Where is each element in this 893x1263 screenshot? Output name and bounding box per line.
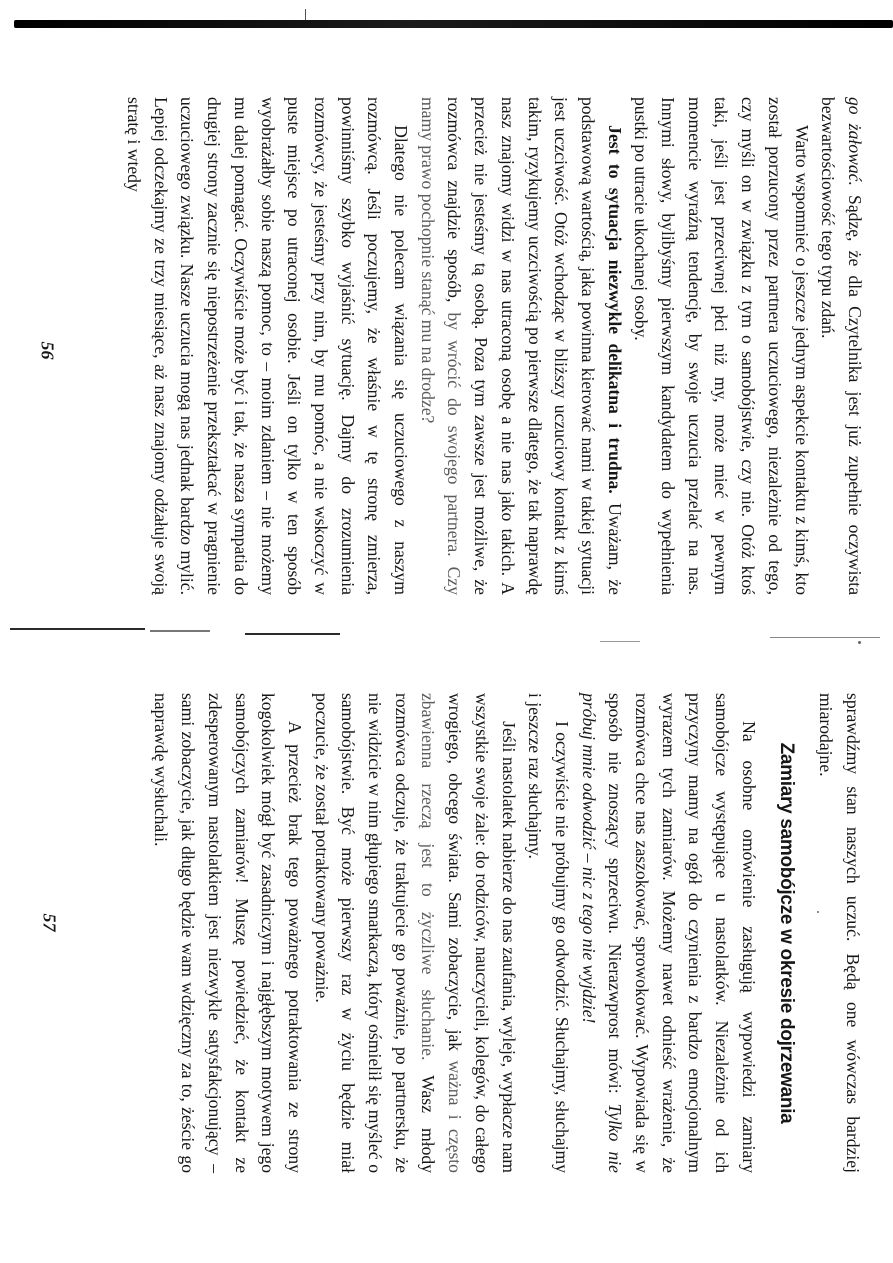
scan-gutter-line — [150, 630, 210, 632]
page-number: 56 — [37, 341, 58, 360]
paragraph: A przecież brak tego poważnego potraktowania ze strony kogokolwiek mógł być zasadniczym i najgłębszym motywem jego samobójczych zamiarów! Muszę powiedzieć, że kontakt ze zdesperowanym nastolatkiem jest niezwykle satysfakcjonujący – sami zobaczycie, jak długo będzie wam wdzięczny za to, żeście go naprawdę wysłuchali. — [151, 693, 305, 1173]
scan-top-edge — [14, 20, 893, 28]
scan-gutter-line — [600, 641, 640, 642]
italic-text: go żałować. — [845, 97, 865, 186]
paragraph — [308, 693, 522, 1173]
paragraph-text: Wasz młody rozmówca odczuje, że traktujecie go poważnie, po partnersku, że nie widzicie w nim głupiego smarkacza, który ośmielił się myśleć o samobójstwie. Być może pierwszy raz w życiu będzie miał poczucie, że został potraktowany poważnie. — [311, 693, 439, 1173]
paragraph-text: Jeśli nastolatek nabierze do nas zaufania, wyleje, wypłacze nam wszystkie swoje żale: do rodziców, nauczycieli, kolegów, do całego wrogiego, obcego świata. Sami zobaczycie, jak — [445, 693, 519, 1173]
faint-text: by wrócić do swojego partnera. Czy mamy prawo pochopnie stanąć mu na drodze? — [417, 97, 465, 595]
paragraph: I oczywiście nie próbujmy go odwodzić. Słuchajmy, słuchajmy i jeszcze raz słuchajmy. — [525, 693, 572, 1173]
scan-gutter-line — [770, 637, 880, 638]
paragraph: Dlatego nie polecam wiązania się uczuciowego z naszym rozmówcą. Jeśli poczujemy, że właśnie w tę stronę zmierza, powinniśmy szybko wyjaśnić sytuację. Dajmy do zrozumienia rozmówcy, że jesteśmy przy nim, by mu pomóc, a nie wskoczyć w puste miejsce po utraconej osobie. Jeśli on tylko w ten sposób wyobrażałby sobie naszą pomoc, to – moim zdaniem – nie możemy mu dalej pomagać. Oczywiście może być i tak, że nasza sympatia do drugiej strony zacznie się niepostrzeżenie przekształcać w pragnienie uczuciowego związku. Nasze uczucia mogą nas jednak bardzo mylić. Lepiej odczekajmy ze trzy miesiące, aż nasz znajomy odżałuje swoją stratę i wtedy — [124, 97, 412, 595]
paragraph-text: Uważam, że podstawową wartością, jaka powinna kierować nami w takiej sytuacji jest uczciwość. Otóż wchodząc w bliższy uczuciowy kontakt z kimś takim, ryzykujemy uczciwością po pierwsze dlatego, że tak naprawdę nasz znajomy widzi w nas utraconą osobę a nie nas jako takich. A przecież nie jesteśmy tą osobą. Poza tym zawsze jest możliwe, że rozmówca znajdzie sposób, — [444, 97, 625, 595]
scan-gutter-line — [10, 628, 145, 630]
paragraph-text: Na osobne omówienie zasługują wypowiedzi zamiary samobójcze występujące u nastolatków. Niezależnie od ich przyczyny mamy na ogół do czynienia z bardzo emocjonalnym wyrazem tych zamiarów. Możemy nawet odnieść wrażenie, że rozmówca chce nas zaszokować, sprowokować. Wypowiada się w sposób nie znoszący sprzeciwu. Nierazwprost mówi: — [605, 693, 759, 1173]
paragraph — [815, 97, 868, 595]
paragraph — [414, 97, 628, 595]
italic-text: Tylko nie próbuj mnie odwodzić – nic z tego nie wyjdzie! — [578, 693, 626, 1173]
paragraph — [575, 693, 762, 1173]
scan-gutter-line — [245, 633, 340, 635]
page-57-text — [148, 693, 866, 1173]
faint-text: ważna i często zbawienna rzeczą jest to życzliwe słuchanie. — [418, 693, 466, 1173]
page-number: 57 — [39, 913, 60, 932]
bold-text: Jest to sytuacja niezwykle delikatna i trudna. — [604, 125, 625, 494]
page-56-text — [120, 97, 868, 595]
paragraph: Warto wspomnieć o jeszcze jednym aspekcie kontaktu z kimś, kto został porzucony przez partnera uczuciowego, niezależnie od tego, czy myśli on w związku z tym o samobójstwie, czy nie. Otóż ktoś taki, jeśli jest przeciwnej płci niż my, może mieć w pewnym momencie wyraźną tendencję, by swoje uczucia przelać na nas. Innymi słowy, bylibyśmy pierwszym kandydatem do wypełnienia pustki po utracie ukochanej osoby. — [631, 97, 812, 595]
scan-speck — [858, 641, 861, 644]
section-heading: Zamiary samobójcze w okresie dojrzewania — [775, 742, 797, 1124]
paragraph-text: Sądzę, że dla Czytelnika jest już zupełnie oczywista bezwartościowość tego typu zdań. — [818, 97, 865, 595]
paragraph: sprawdźmy stan naszych uczuć. Będą one wówczas bardziej miarodajne. — [816, 693, 863, 1173]
scan-tick-mark — [305, 9, 306, 20]
